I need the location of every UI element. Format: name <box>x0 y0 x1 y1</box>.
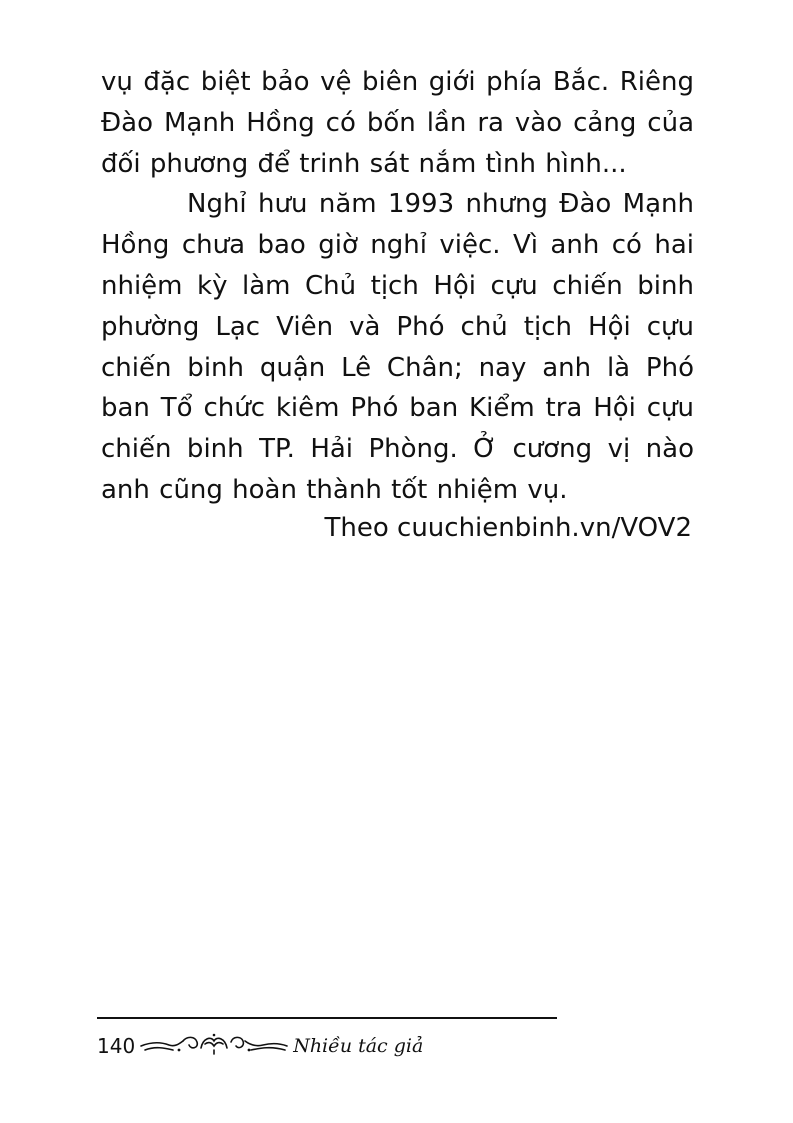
source-attribution: Theo cuuchienbinh.vn/VOV2 <box>324 513 692 543</box>
footer-divider <box>97 1017 557 1019</box>
body-text <box>101 62 694 511</box>
book-title: Nhiều tác giả <box>293 1035 424 1057</box>
decorative-flourish-icon <box>139 1032 289 1060</box>
page-footer <box>97 1026 557 1066</box>
paragraph: Nghỉ hưu năm 1993 nhưng Đào Mạnh Hồng chưa bao giờ nghỉ việc. Vì anh có hai nhiệm kỳ làm Chủ tịch Hội cựu chiến binh phường Lạc Viên và Phó chủ tịch Hội cựu chiến binh quận Lê Chân; nay anh là Phó ban Tổ chức kiêm Phó ban Kiểm tra Hội cựu chiến binh TP. Hải Phòng. Ở cương vị nào anh cũng hoàn thành tốt nhiệm vụ. <box>101 189 694 505</box>
page-number: 140 <box>97 1034 136 1058</box>
paragraph-continuation: vụ đặc biệt bảo vệ biên giới phía Bắc. Riêng Đào Mạnh Hồng có bốn lần ra vào cảng của đối phương để trinh sát nắm tình hình... <box>101 67 694 179</box>
